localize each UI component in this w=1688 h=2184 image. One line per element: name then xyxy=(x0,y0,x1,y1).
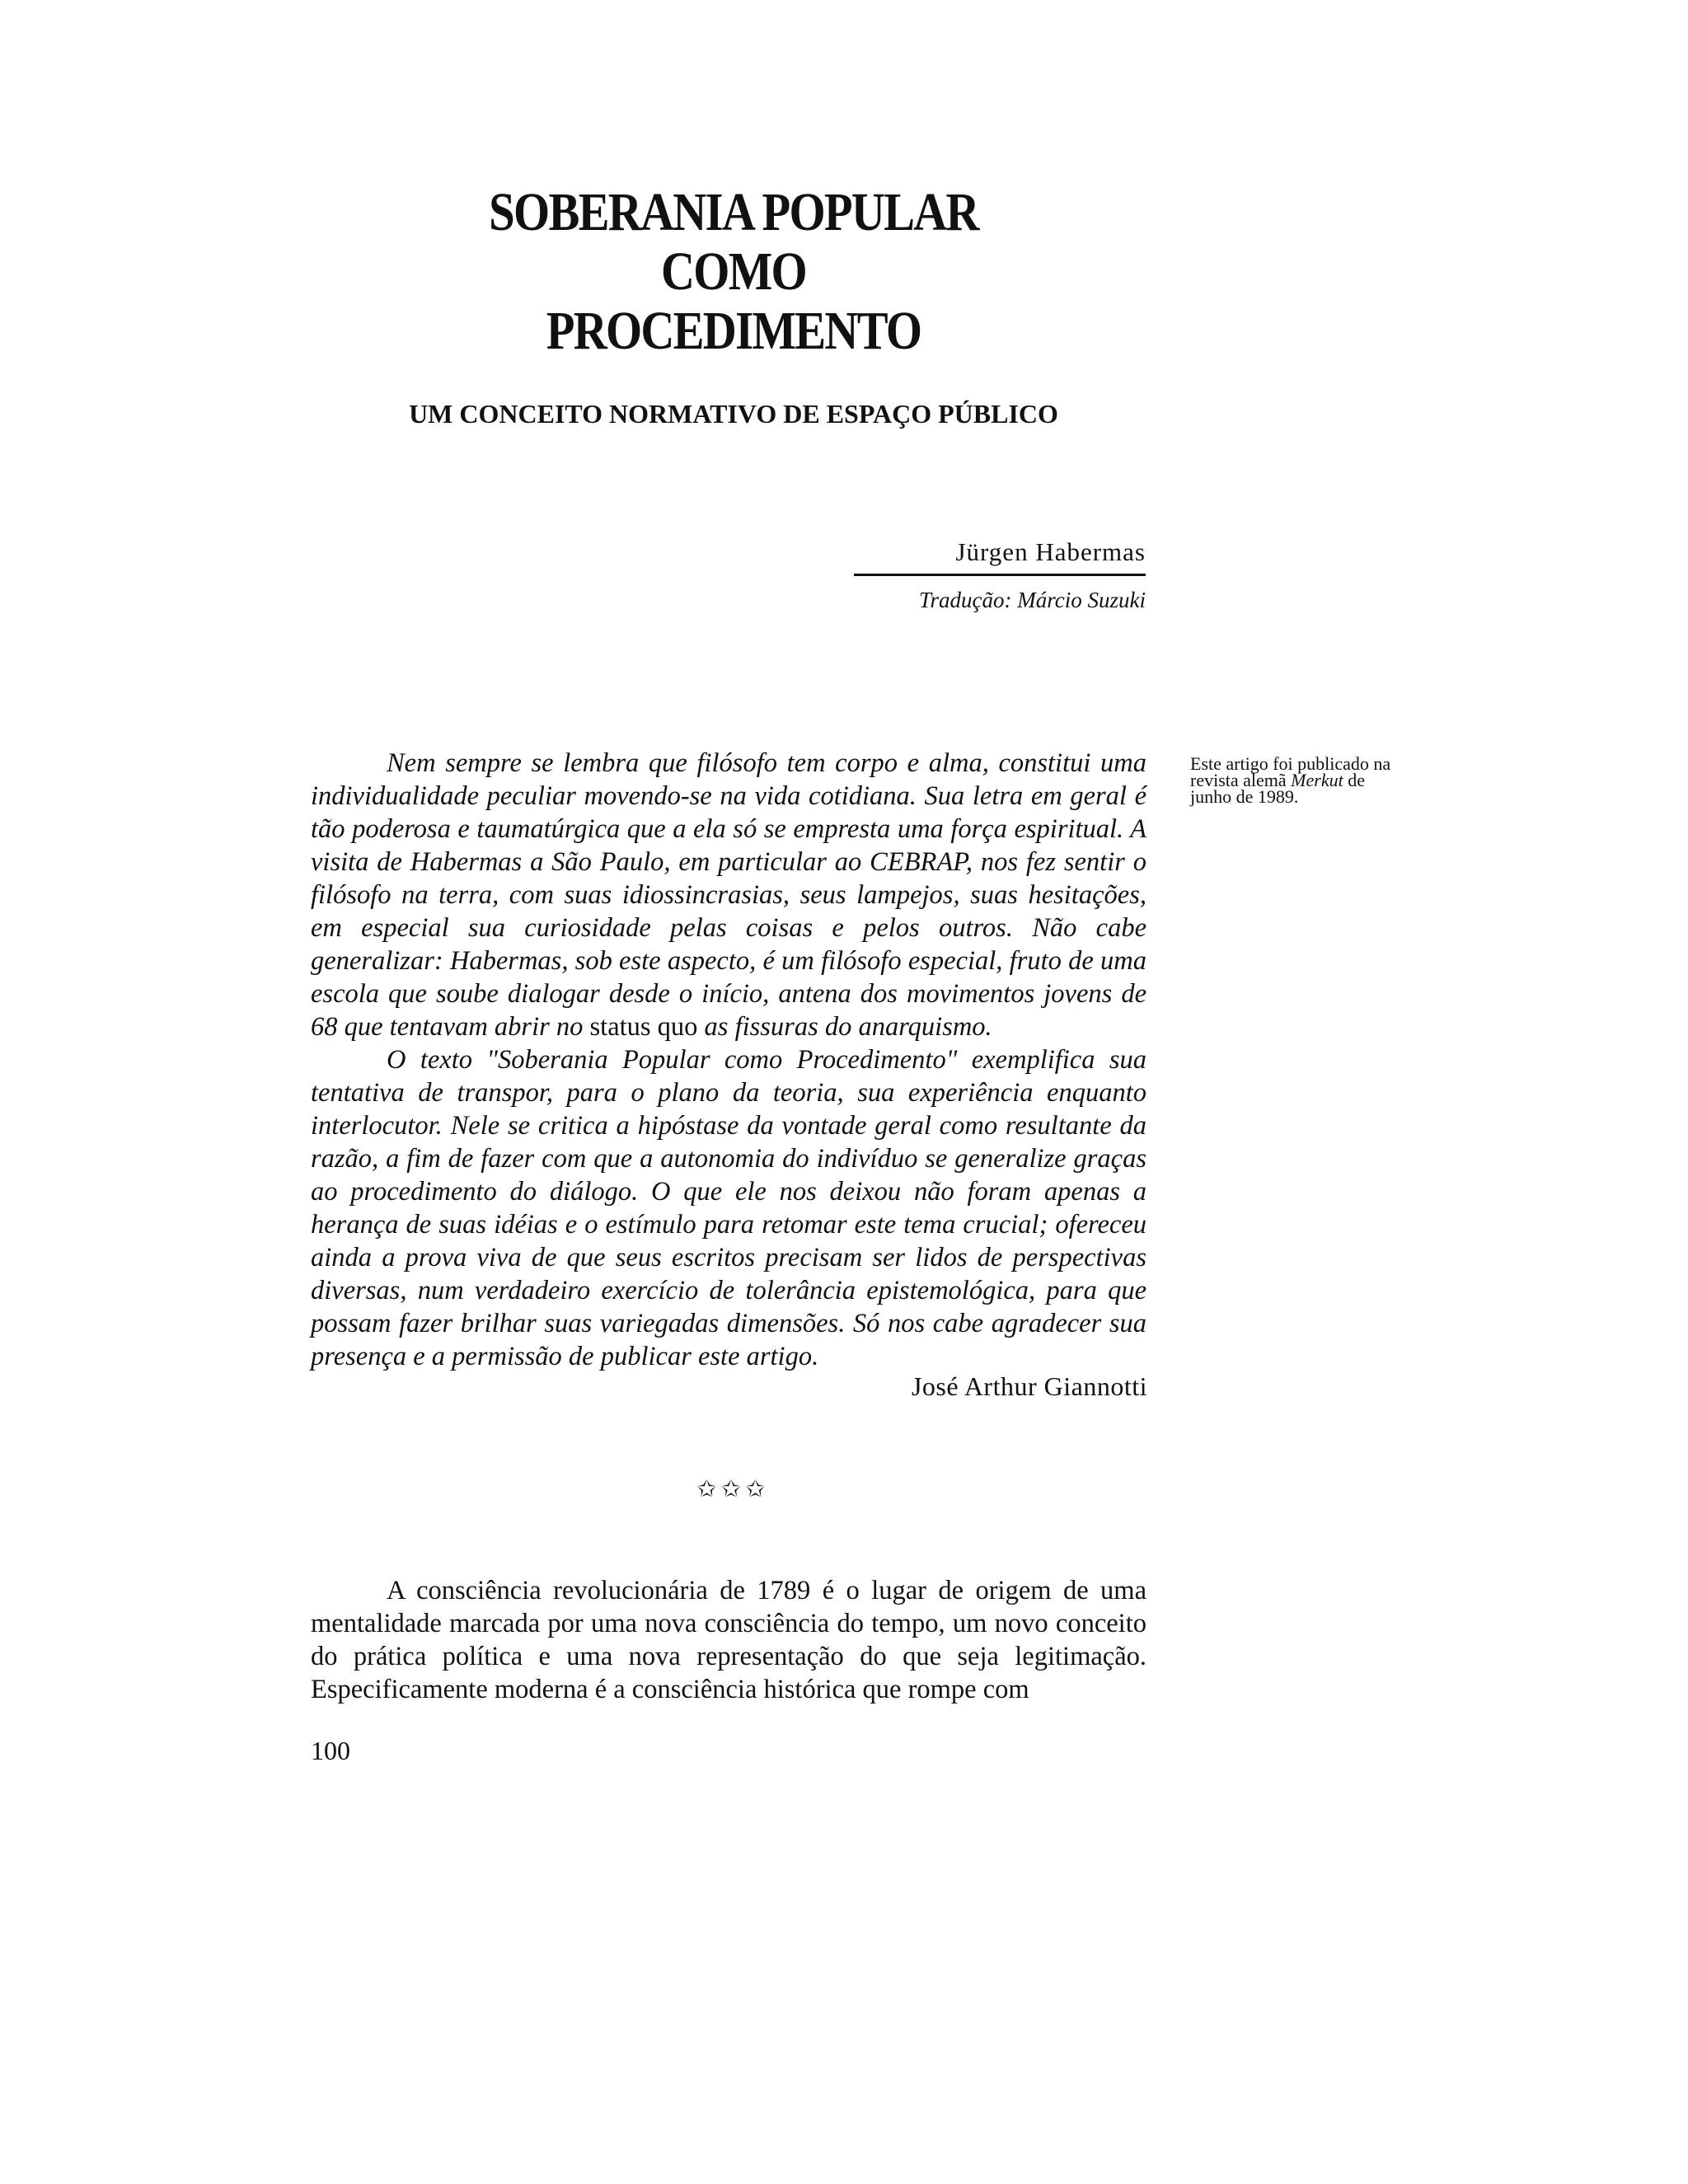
intro-paragraph-1-part-2: as fissuras do anarquismo. xyxy=(697,1012,992,1042)
sidenote-journal: Merkut xyxy=(1291,770,1343,790)
intro-paragraph-2: O texto "Soberania Popular como Procedimento" exemplifica sua tentativa de transpor, para o plano da teoria, sua experiência enquanto interlocutor. Nele se critica a hipóstase da vontade geral como resultante da razão, a fim de fazer com que a autonomia do indivíduo se generalize graças ao procedimento do diálogo. O que ele nos deixou não foram apenas a herança de suas idéias e o estímulo para retomar este tema crucial; ofereceu ainda a prova viva de que seus escritos precisam ser lidos de perspectivas diversas, num verdadeiro exercício de tolerância epistemológica, para que possam fazer brilhar suas variegadas dimensões. Só nos cabe agradecer sua presença e a permissão de publicar este artigo. xyxy=(311,1045,1146,1371)
sidenote-text-before: Este artigo foi publicado na revista alemã xyxy=(1190,753,1391,790)
article-title xyxy=(436,183,1031,361)
section-separator-stars: ✩✩✩ xyxy=(696,1475,771,1502)
editorial-introduction xyxy=(311,747,1146,1373)
byline xyxy=(849,536,1146,616)
intro-status-quo: status quo xyxy=(589,1012,698,1042)
byline-rule xyxy=(854,574,1146,576)
article-subtitle: UM CONCEITO NORMATIVO DE ESPAÇO PÚBLICO xyxy=(409,399,1058,429)
sidenote-text-after: de junho de 1989. xyxy=(1190,770,1365,807)
publication-sidenote xyxy=(1190,753,1404,807)
author-name: Jürgen Habermas xyxy=(955,537,1146,566)
article-title-line-2: PROCEDIMENTO xyxy=(546,301,921,361)
article-title-line-1: SOBERANIA POPULAR COMO xyxy=(489,182,978,302)
body-paragraph-1: A consciência revolucionária de 1789 é o lugar de origem de uma mentalidade marcada por uma nova consciência do tempo, um novo conceito do prática política e uma nova representação do que seja legitimação. Especificamente moderna é a consciência histórica que rompe com xyxy=(311,1576,1146,1704)
intro-paragraph-1-part-1: Nem sempre se lembra que filósofo tem corpo e alma, constitui uma individualidade peculiar movendo-se na vida cotidiana. Sua letra em geral é tão poderosa e taumatúrgica que a ela só se empresta uma força espiritual. A visita de Habermas a São Paulo, em particular ao CEBRAP, nos fez sentir o filósofo na terra, com suas idiossincrasias, seus lampejos, suas hesitações, em especial sua curiosidade pelas coisas e pelos outros. Não cabe generalizar: Habermas, sob este aspecto, é um filósofo especial, fruto de uma escola que soube dialogar desde o início, antena dos movimentos jovens de 68 que tentavam abrir no xyxy=(311,748,1146,1042)
intro-signature: José Arthur Giannotti xyxy=(911,1371,1147,1401)
intro-paragraph-1 xyxy=(311,747,1146,1043)
translator-credit: Tradução: Márcio Suzuki xyxy=(919,588,1146,612)
page-number: 100 xyxy=(311,1736,350,1765)
